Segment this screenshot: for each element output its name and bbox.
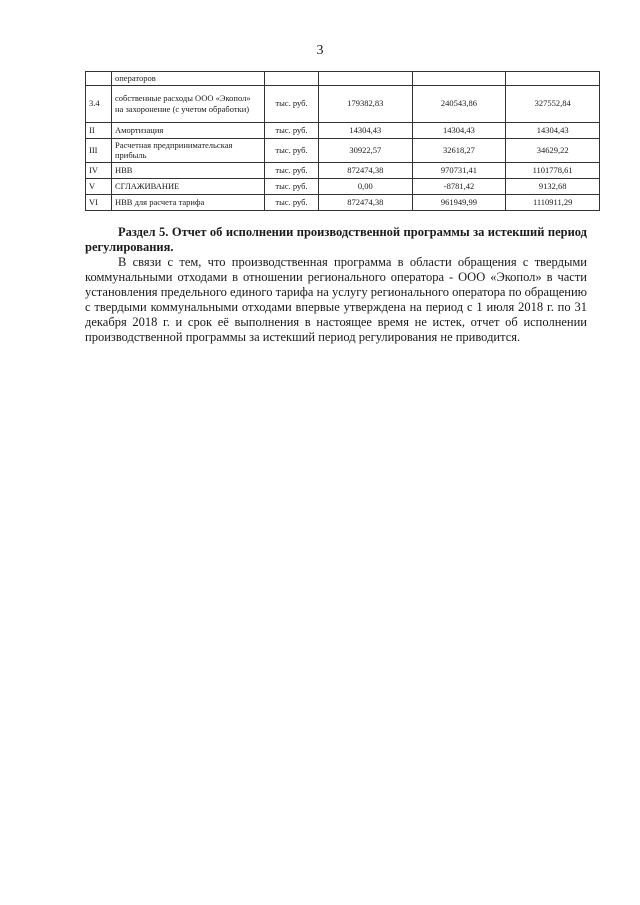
row-value-3: 14304,43 xyxy=(506,122,600,138)
row-unit: тыс. руб. xyxy=(265,138,319,162)
row-number: VI xyxy=(86,194,112,210)
table-row xyxy=(86,178,600,194)
row-value-2: 970731,41 xyxy=(412,162,506,178)
row-value-2: 32618,27 xyxy=(412,138,506,162)
row-number xyxy=(86,72,112,86)
table-row xyxy=(86,138,600,162)
row-name: операторов xyxy=(112,72,265,86)
row-value-1: 30922,57 xyxy=(319,138,413,162)
row-value-3: 34629,22 xyxy=(506,138,600,162)
table-row xyxy=(86,162,600,178)
row-value-1: 0,00 xyxy=(319,178,413,194)
section-title: Раздел 5. Отчет об исполнении производственной программы за истекший период регулирования. xyxy=(85,225,587,254)
row-value-3: 1110911,29 xyxy=(506,194,600,210)
row-unit: тыс. руб. xyxy=(265,122,319,138)
row-value-1: 14304,43 xyxy=(319,122,413,138)
row-value-3 xyxy=(506,72,600,86)
table-row xyxy=(86,85,600,122)
row-value-1 xyxy=(319,72,413,86)
page-number: 3 xyxy=(316,43,324,58)
row-name: НВВ для расчета тарифа xyxy=(112,194,265,210)
row-value-3: 9132,68 xyxy=(506,178,600,194)
row-value-2 xyxy=(412,72,506,86)
row-value-2: 961949,99 xyxy=(412,194,506,210)
row-value-1: 179382,83 xyxy=(319,85,413,122)
row-value-2: -8781,42 xyxy=(412,178,506,194)
row-number: II xyxy=(86,122,112,138)
row-value-1: 872474,38 xyxy=(319,194,413,210)
table-row xyxy=(86,72,600,86)
section-body: В связи с тем, что производственная программа в области обращения с твердыми коммунальными отходами в отношении регионального оператора - ООО «Экопол» в части установления предельного единого тарифа на услугу регионального оператора по обращению с твердыми коммунальными отходами впервые утверждена на период с 1 июля 2018 г. по 31 декабря 2018 г. и срок её выполнения в настоящее время не истек, отчет об исполнении производственной программы за истекший период регулирования не приводится. xyxy=(85,255,587,344)
row-value-2: 14304,43 xyxy=(412,122,506,138)
cost-table xyxy=(85,71,600,211)
row-number: V xyxy=(86,178,112,194)
row-number: III xyxy=(86,138,112,162)
row-unit: тыс. руб. xyxy=(265,178,319,194)
row-value-2: 240543,86 xyxy=(412,85,506,122)
row-name: НВВ xyxy=(112,162,265,178)
row-value-1: 872474,38 xyxy=(319,162,413,178)
row-unit: тыс. руб. xyxy=(265,85,319,122)
table-row xyxy=(86,122,600,138)
row-unit xyxy=(265,72,319,86)
row-value-3: 1101778,61 xyxy=(506,162,600,178)
section-5 xyxy=(85,225,587,345)
row-name: собственные расходы ООО «Экопол» на захоронение (с учетом обработки) xyxy=(112,85,265,122)
row-number: 3.4 xyxy=(86,85,112,122)
row-name: Амортизация xyxy=(112,122,265,138)
row-name: СГЛАЖИВАНИЕ xyxy=(112,178,265,194)
row-unit: тыс. руб. xyxy=(265,194,319,210)
row-unit: тыс. руб. xyxy=(265,162,319,178)
table-row xyxy=(86,194,600,210)
row-number: IV xyxy=(86,162,112,178)
row-value-3: 327552,84 xyxy=(506,85,600,122)
row-name: Расчетная предпринимательская прибыль xyxy=(112,138,265,162)
